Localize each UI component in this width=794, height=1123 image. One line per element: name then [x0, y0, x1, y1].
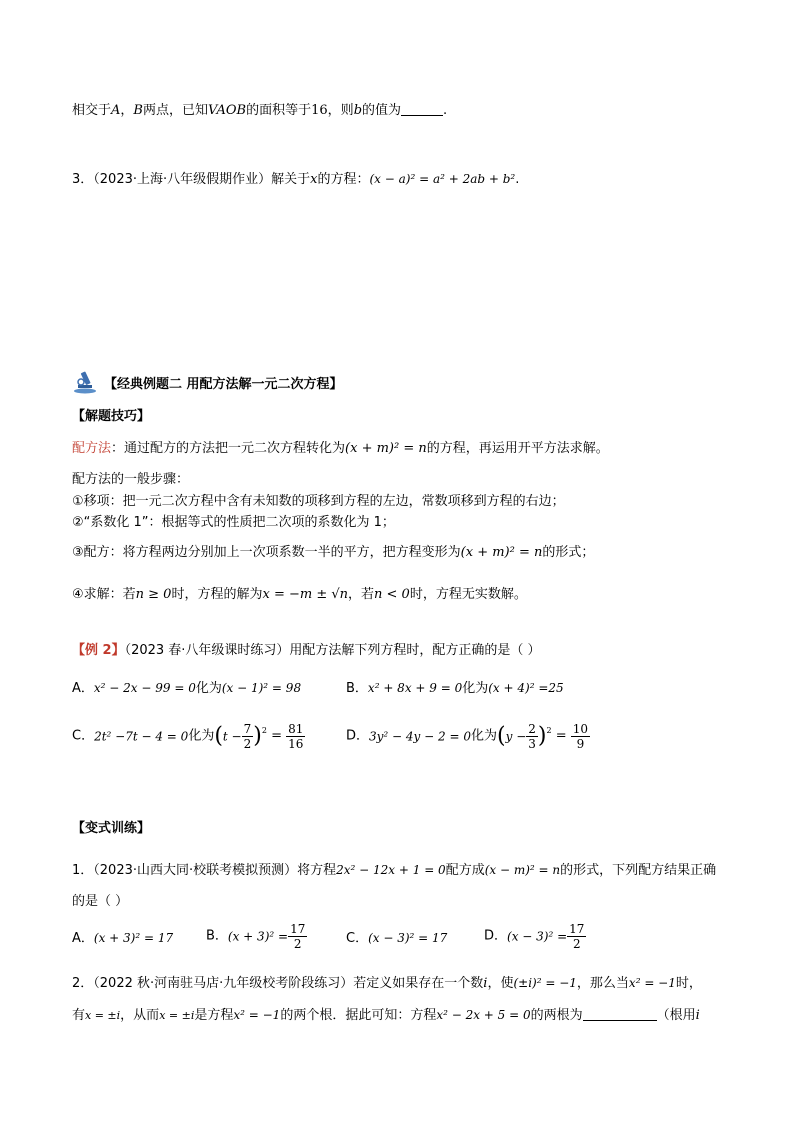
prev-problem-line	[72, 102, 447, 120]
numerator: 7	[243, 722, 252, 736]
microscope-icon	[72, 368, 98, 398]
paren-open: (	[497, 723, 506, 749]
numerator: 81	[288, 722, 304, 736]
var-i: i	[483, 976, 488, 991]
text: 配方成	[445, 863, 485, 878]
example-2	[72, 642, 541, 660]
option-a[interactable]	[72, 679, 301, 698]
text: 的面积等于	[246, 103, 312, 118]
answer-blank[interactable]	[583, 1008, 657, 1021]
var-A: A	[111, 103, 121, 118]
option-d[interactable]: D．3y² − 4y − 2 = 0化为(y − $\frac{2}{3}$ )$^2$ = $\frac{10}{9}$	[346, 722, 589, 751]
option-label: D．	[484, 928, 508, 944]
v1-option-c[interactable]	[346, 929, 447, 948]
equation: (x − 3)² = 17	[368, 931, 448, 945]
var-B: B	[133, 103, 143, 118]
condition: n ≥ 0	[135, 587, 172, 602]
equation: x² − 2x − 99 = 0	[93, 681, 196, 695]
step-4	[72, 586, 527, 604]
text: 2．（2022 秋·河南驻马店·九年级校考阶段练习）若定义如果存在一个数	[72, 976, 484, 991]
fraction	[571, 722, 590, 751]
text: ，使	[487, 976, 514, 991]
question-3	[72, 170, 519, 189]
fraction	[288, 922, 307, 951]
text: ，则	[327, 103, 354, 118]
steps-title: 配方法的一般步骤：	[72, 472, 190, 487]
formula: (x − m)² = n	[484, 863, 561, 877]
text: 时，	[675, 976, 702, 991]
equation: (x + 3)² = 17	[93, 931, 174, 945]
option-label: C．	[346, 931, 369, 946]
answer-blank[interactable]	[401, 103, 443, 116]
step-1: ①移项：把一元二次方程中含有未知数的项移到方程的左边，常数项移到方程的右边；	[72, 494, 565, 509]
fraction	[567, 922, 586, 951]
text: 相交于	[72, 103, 112, 118]
result: (x − 1)² = 98	[221, 681, 302, 695]
text: 两点，已知	[142, 103, 208, 118]
numerator: 17	[569, 922, 585, 936]
variant-q1	[72, 861, 716, 880]
text: 化为	[470, 728, 497, 744]
fraction	[242, 722, 254, 751]
equation: x² + 8x + 9 = 0	[367, 681, 463, 695]
expr: t −	[222, 729, 242, 744]
text: ，从而	[120, 1008, 160, 1023]
example-text: （2023 春·八年级课时练习）用配方法解下列方程时，配方正确的是（ ）	[124, 643, 541, 658]
variant-q2	[72, 974, 702, 993]
equation: x² = −1	[233, 1008, 281, 1022]
tips-heading: 【解题技巧】	[72, 409, 151, 424]
text: （根用	[656, 1008, 696, 1023]
v1-option-b[interactable]	[206, 922, 307, 951]
v1-option-a[interactable]	[72, 929, 173, 948]
text: 的形式，下列配方结果正确	[560, 863, 717, 878]
solution-formula: x = −m ± √n	[262, 587, 349, 602]
text: ④求解：若	[72, 587, 136, 602]
equation: 3y² − 4y − 2 = 0	[369, 729, 471, 744]
definition: (±i)² = −1	[513, 976, 577, 990]
text: ③配方：将方程两边分别加上一次项系数一半的平方，把方程变形为	[72, 545, 461, 560]
option-label: B．	[346, 681, 368, 696]
option-b[interactable]	[346, 679, 564, 698]
option-label: D．	[346, 728, 370, 744]
variant-heading: 【变式训练】	[72, 821, 151, 836]
text: ，	[120, 103, 134, 118]
variant-q1-cont: 的是（ ）	[72, 894, 129, 909]
denominator: 9	[576, 737, 585, 751]
v1-option-d[interactable]	[484, 922, 586, 951]
var-x: x	[310, 172, 318, 187]
condition: n < 0	[374, 587, 410, 602]
paren-close: )	[537, 723, 547, 749]
option-label: A．	[72, 681, 94, 696]
denominator: 2	[572, 937, 581, 951]
section-title: 【经典例题二 用配方法解一元二次方程】	[104, 377, 343, 392]
option-c[interactable]: C．2t² −7t − 4 = 0化为(t − $\frac{7}{2}$ )$^2$ = $\frac{81}{16}$	[72, 722, 304, 751]
var-i: i	[695, 1008, 700, 1023]
formula: (x + m)² = n	[345, 441, 427, 456]
question-label: 3．（2023·上海·八年级假期作业）解关于	[72, 172, 311, 187]
denominator: 3	[528, 737, 536, 751]
variant-q2-cont	[72, 1006, 700, 1025]
equation: (x − 3)² =	[507, 929, 568, 944]
text: ，若	[348, 587, 375, 602]
paren-open: (	[214, 723, 223, 749]
text: ：通过配方的方法把一元二次方程转化为	[111, 441, 346, 456]
formula: (x + m)² = n	[460, 545, 543, 560]
text: ，那么当	[576, 976, 629, 991]
denominator: 2	[293, 937, 302, 951]
option-label: C．	[72, 728, 95, 744]
text: 有	[72, 1008, 86, 1023]
text: 的形式；	[542, 545, 595, 560]
text: 的方程，再运用开平方法求解。	[426, 441, 609, 456]
condition: x² = −1	[628, 976, 676, 990]
fraction	[286, 722, 305, 751]
step-3	[72, 544, 594, 562]
numerator: 17	[290, 922, 306, 936]
var-b: b	[353, 103, 363, 118]
text: .	[443, 103, 448, 118]
method-line	[72, 440, 609, 458]
text: 化为	[188, 728, 215, 744]
equation: (x + 3)² =	[227, 929, 289, 944]
example-tag: 【例 2】	[72, 643, 125, 658]
equation: (x − a)² = a² + 2ab + b²	[369, 172, 516, 186]
numerator: 2	[528, 722, 536, 736]
method-label: 配方法	[72, 441, 112, 456]
root-expr: x = ±i	[159, 1009, 195, 1022]
text: 化为	[462, 681, 489, 696]
numerator: 10	[572, 722, 589, 736]
area-value: 16	[311, 103, 328, 118]
text: 1．（2023·山西大同·校联考模拟预测）将方程	[72, 863, 337, 878]
text: .	[515, 172, 520, 187]
text: 时，方程的解为	[171, 587, 263, 602]
option-label: A．	[72, 931, 94, 946]
root-expr: x = ±i	[85, 1009, 121, 1022]
text: 的值为	[362, 103, 402, 118]
fraction	[526, 722, 538, 751]
equation: 2t² −7t − 4 = 0	[94, 729, 189, 744]
equation: x² − 2x + 5 = 0	[436, 1008, 531, 1022]
text: 的两根为	[530, 1008, 583, 1023]
text: 的方程：	[317, 172, 370, 187]
triangle-aob: VAOB	[208, 103, 247, 118]
step-2: ②“系数化 1”：根据等式的性质把二次项的系数化为 1；	[72, 515, 395, 530]
equation: 2x² − 12x + 1 = 0	[336, 863, 446, 877]
expr: y −	[505, 729, 527, 744]
option-label: B．	[206, 928, 228, 944]
text: 时，方程无实数解。	[409, 587, 527, 602]
denominator: 16	[288, 737, 304, 751]
text: 化为	[195, 681, 222, 696]
text: 是方程	[194, 1008, 234, 1023]
result: (x + 4)² =25	[488, 681, 564, 695]
paren-close: )	[253, 723, 262, 749]
denominator: 2	[243, 737, 252, 751]
text: 的两个根．据此可知：方程	[280, 1008, 437, 1023]
